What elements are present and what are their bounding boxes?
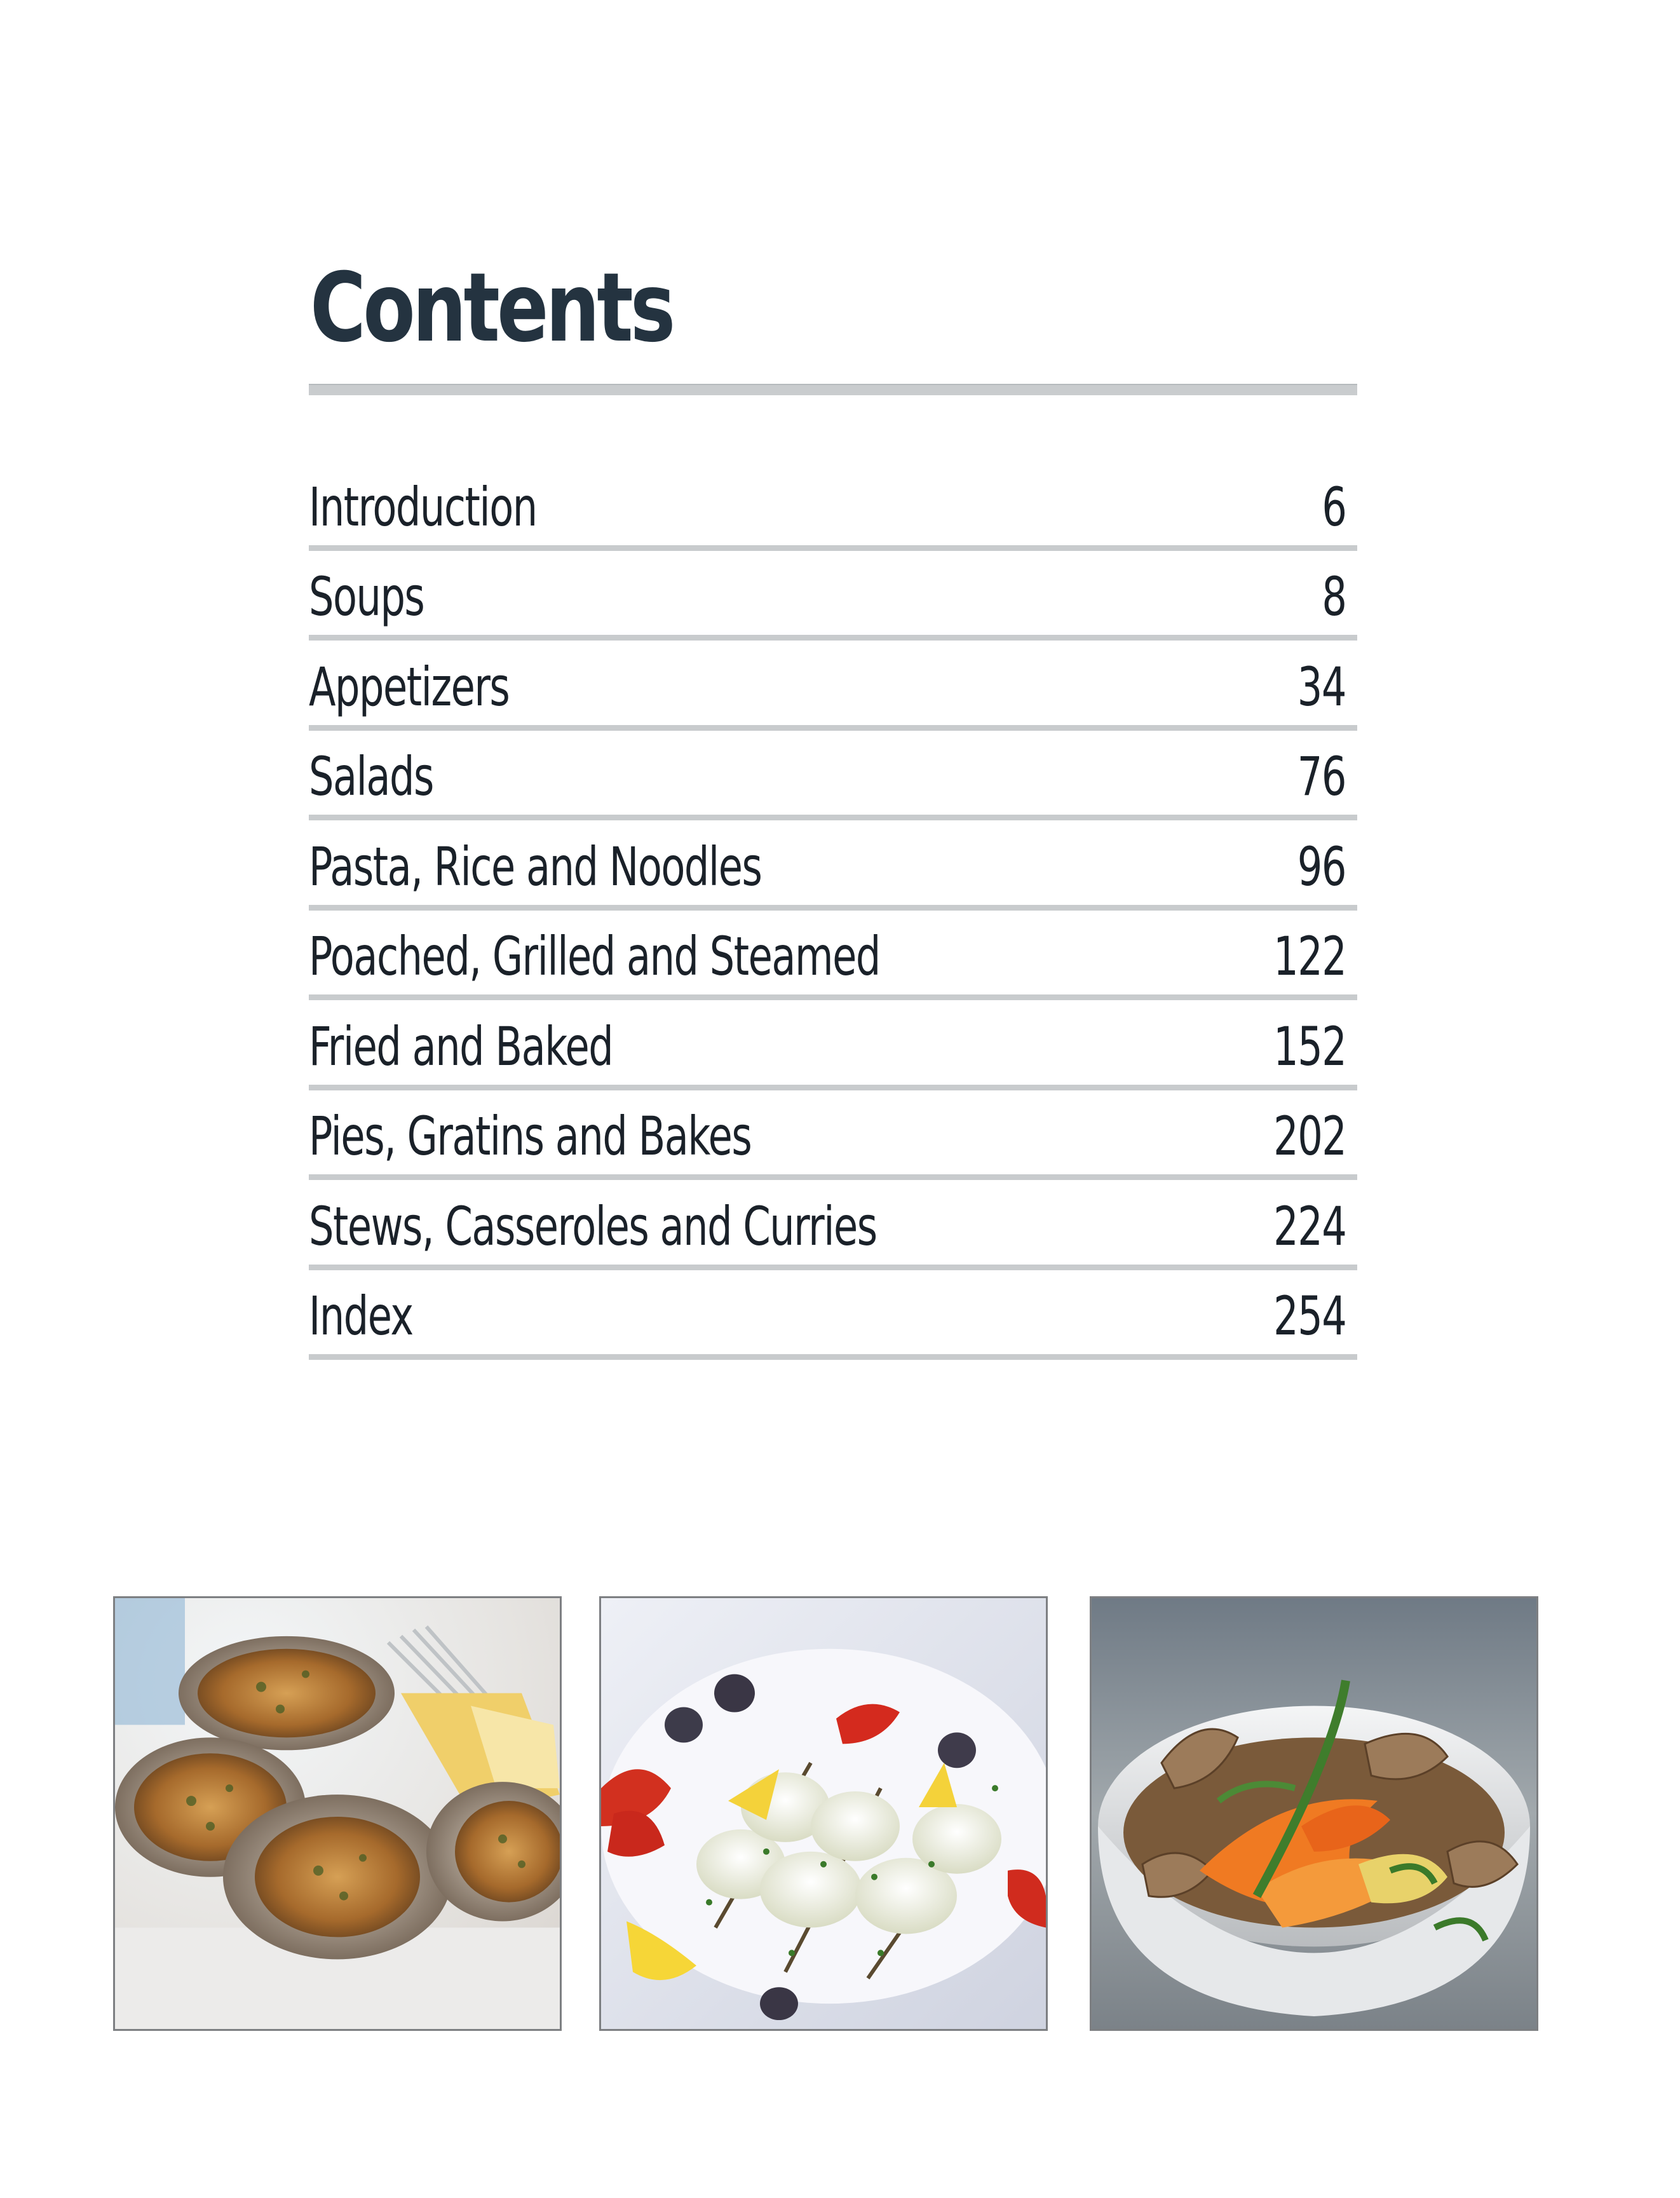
table-of-contents: [309, 461, 1357, 1360]
toc-entry-label: Soups: [309, 566, 424, 628]
toc-entry-label: Pies, Gratins and Bakes: [309, 1105, 752, 1167]
toc-entry-label: Appetizers: [309, 655, 510, 718]
toc-entry-page: 34: [1297, 655, 1346, 718]
toc-entry-poached-grilled-steamed[interactable]: [309, 911, 1357, 1001]
toc-entry-pasta-rice-noodles[interactable]: [309, 820, 1357, 911]
toc-entry-label: Introduction: [309, 475, 537, 538]
title-divider: [309, 384, 1357, 395]
toc-entry-fried-baked[interactable]: [309, 1000, 1357, 1090]
page-title: Contents: [310, 253, 673, 363]
toc-entry-introduction[interactable]: [309, 461, 1357, 551]
toc-entry-label: Salads: [309, 745, 433, 808]
toc-entry-salads[interactable]: [309, 731, 1357, 821]
vegetable-bowl-photo: [1090, 1596, 1538, 2031]
toc-entry-label: Stews, Casseroles and Curries: [309, 1195, 877, 1258]
toc-entry-page: 224: [1273, 1195, 1346, 1258]
toc-entry-appetizers[interactable]: [309, 641, 1357, 731]
toc-entry-pies-gratins-bakes[interactable]: [309, 1090, 1357, 1181]
toc-entry-page: 96: [1297, 835, 1346, 898]
toc-entry-page: 152: [1273, 1015, 1346, 1078]
oysters-photo: [113, 1596, 562, 2031]
toc-entry-label: Poached, Grilled and Steamed: [309, 925, 880, 987]
toc-entry-page: 76: [1297, 745, 1346, 808]
toc-entry-index[interactable]: [309, 1270, 1357, 1360]
toc-entry-label: Index: [309, 1285, 413, 1347]
toc-entry-soups[interactable]: [309, 551, 1357, 641]
toc-entry-page: 202: [1273, 1105, 1346, 1167]
toc-entry-page: 8: [1321, 566, 1346, 628]
fish-skewers-photo: [599, 1596, 1048, 2031]
toc-entry-label: Fried and Baked: [309, 1015, 613, 1078]
toc-entry-stews-casseroles-curries[interactable]: [309, 1180, 1357, 1270]
toc-entry-page: 254: [1273, 1285, 1346, 1347]
toc-entry-page: 6: [1321, 475, 1346, 538]
toc-entry-label: Pasta, Rice and Noodles: [309, 835, 762, 898]
toc-entry-page: 122: [1273, 925, 1346, 987]
